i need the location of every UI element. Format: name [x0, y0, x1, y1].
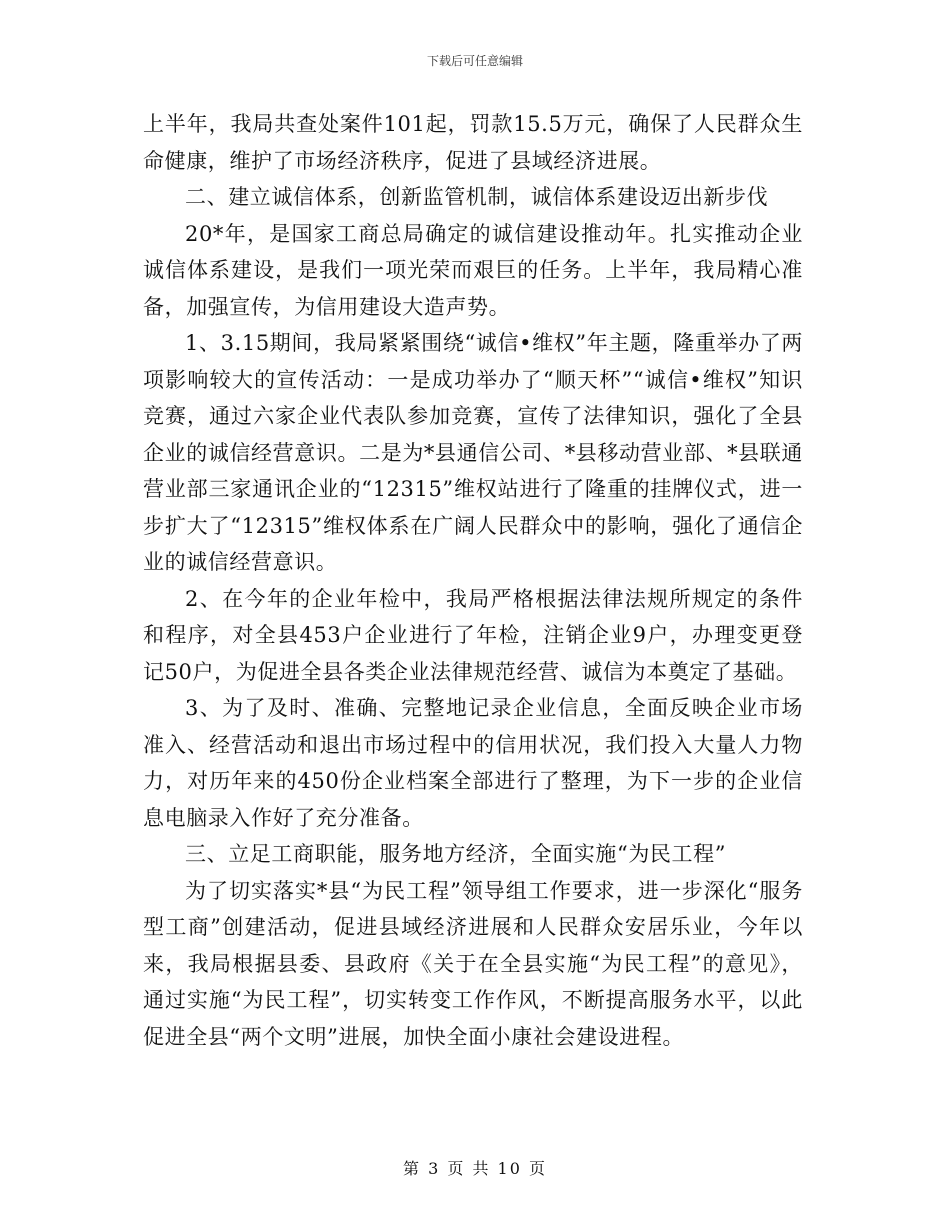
paragraph-1: 上半年，我局共查处案件101起，罚款15.5万元，确保了人民群众生命健康，维护了市场经济秩序，促进了县域经济进展。 [143, 112, 803, 173]
section-heading-2: 二、建立诚信体系，创新监管机制，诚信体系建设迈出新步伐 [185, 185, 769, 209]
page-header-note: 下载后可任意编辑 [426, 54, 523, 68]
paragraph-6: 3、为了及时、准确、完整地记录企业信息，全面反映企业市场准入、经营活动和退出市场过程中的信用状况，我们投入大量人力物力，对历年来的450份企业档案全部进行了整理，为下一步的企业信息电脑录入作好了充分准备。 [143, 696, 803, 830]
page-number-footer: 第 3 页 共 10 页 [403, 1159, 547, 1178]
document-body [143, 106, 803, 1055]
paragraph-8: 为了切实落实*县“为民工程”领导组工作要求，进一步深化“服务型工商”创建活动，促进县域经济进展和人民群众安居乐业，今年以来，我局根据县委、县政府《关于在全县实施“为民工程”的意见》，通过实施“为民工程”，切实转变工作作风，不断提高服务水平，以此促进全县“两个文明”进展，加快全面小康社会建设进程。 [143, 878, 803, 1049]
paragraph-4: 1、3.15期间，我局紧紧围绕“诚信•维权”年主题，隆重举办了两项影响较大的宣传活动：一是成功举办了“顺天杯”“诚信•维权”知识竞赛，通过六家企业代表队参加竞赛，宣传了法律知识，强化了全县企业的诚信经营意识。二是为*县通信公司、*县移动营业部、*县联通营业部三家通讯企业的“12315”维权站进行了隆重的挂牌仪式，进一步扩大了“12315”维权体系在广阔人民群众中的影响，强化了通信企业的诚信经营意识。 [143, 331, 803, 574]
section-heading-3: 三、立足工商职能，服务地方经济，全面实施“为民工程” [185, 842, 727, 866]
paragraph-3: 20*年，是国家工商总局确定的诚信建设推动年。扎实推动企业诚信体系建设，是我们一项光荣而艰巨的任务。上半年，我局精心准备，加强宣传，为信用建设大造声势。 [143, 221, 803, 319]
paragraph-5: 2、在今年的企业年检中，我局严格根据法律法规所规定的条件和程序，对全县453户企业进行了年检，注销企业9户，办理变更登记50户，为促进全县各类企业法律规范经营、诚信为本奠定了基础。 [143, 586, 803, 684]
